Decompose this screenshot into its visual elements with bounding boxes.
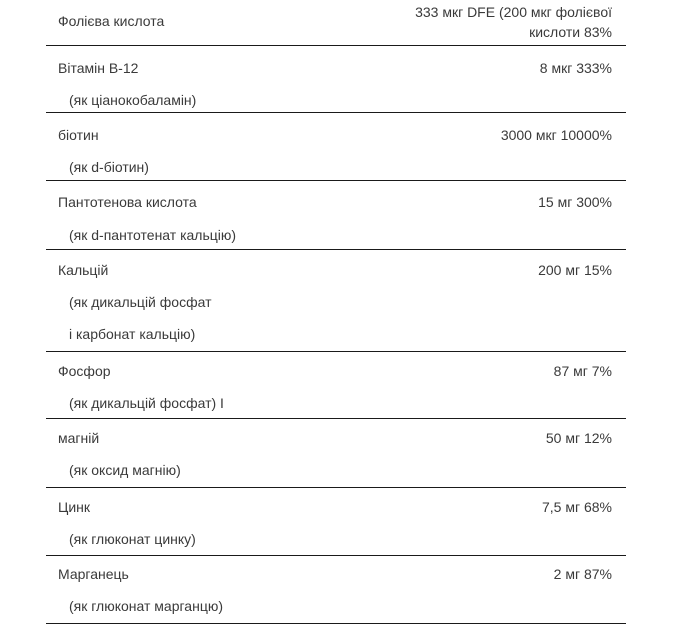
table-row-pantothenic-acid [46, 181, 626, 250]
table-row-calcium [46, 250, 626, 352]
nutrient-name: біотин [58, 127, 99, 143]
nutrient-amount: 7,5 мг 68% [542, 499, 612, 515]
nutrient-source: (як глюконат марганцю) [69, 598, 223, 614]
nutrient-name: Пантотенова кислота [58, 194, 197, 210]
table-row-folic-acid [46, 0, 626, 46]
nutrient-amount-line2: кислоти 83% [529, 24, 612, 40]
table-row-zinc [46, 488, 626, 556]
nutrient-amount: 200 мг 15% [538, 262, 612, 278]
nutrient-source: (як ціанокобаламін) [69, 92, 197, 108]
nutrient-name: магній [58, 430, 100, 446]
nutrient-source: (як d-біотин) [69, 159, 149, 175]
nutrient-amount: 2 мг 87% [553, 566, 612, 582]
nutrient-name: Цинк [58, 499, 91, 515]
nutrient-source: (як оксид магнію) [69, 462, 181, 478]
nutrient-source: і карбонат кальцію) [69, 326, 196, 342]
nutrient-amount: 8 мкг 333% [539, 60, 612, 76]
nutrient-amount: 87 мг 7% [553, 363, 612, 379]
nutrient-name: Фосфор [58, 363, 111, 379]
table-row-vitamin-b12 [46, 46, 626, 113]
table-row-phosphorus [46, 352, 626, 419]
table-row-biotin [46, 113, 626, 181]
nutrient-amount-line1: 333 мкг DFE (200 мкг фолієвої [415, 4, 612, 20]
nutrient-name: Кальцій [58, 262, 109, 278]
nutrient-source: (як дикальцій фосфат [69, 294, 212, 310]
nutrient-amount: 3000 мкг 10000% [500, 127, 612, 143]
table-row-magnesium [46, 419, 626, 488]
nutrient-amount: 50 мг 12% [545, 430, 612, 446]
nutrient-source: (як глюконат цинку) [69, 531, 196, 547]
nutrient-name: Марганець [58, 566, 129, 582]
nutrient-name: Фолієва кислота [58, 13, 165, 29]
nutrient-amount: 15 мг 300% [538, 194, 612, 210]
table-row-manganese [46, 556, 626, 624]
nutrient-source: (як d-пантотенат кальцію) [69, 227, 237, 243]
nutrient-source: (як дикальцій фосфат) I [69, 395, 224, 411]
nutrient-name: Вітамін В-12 [58, 60, 139, 76]
